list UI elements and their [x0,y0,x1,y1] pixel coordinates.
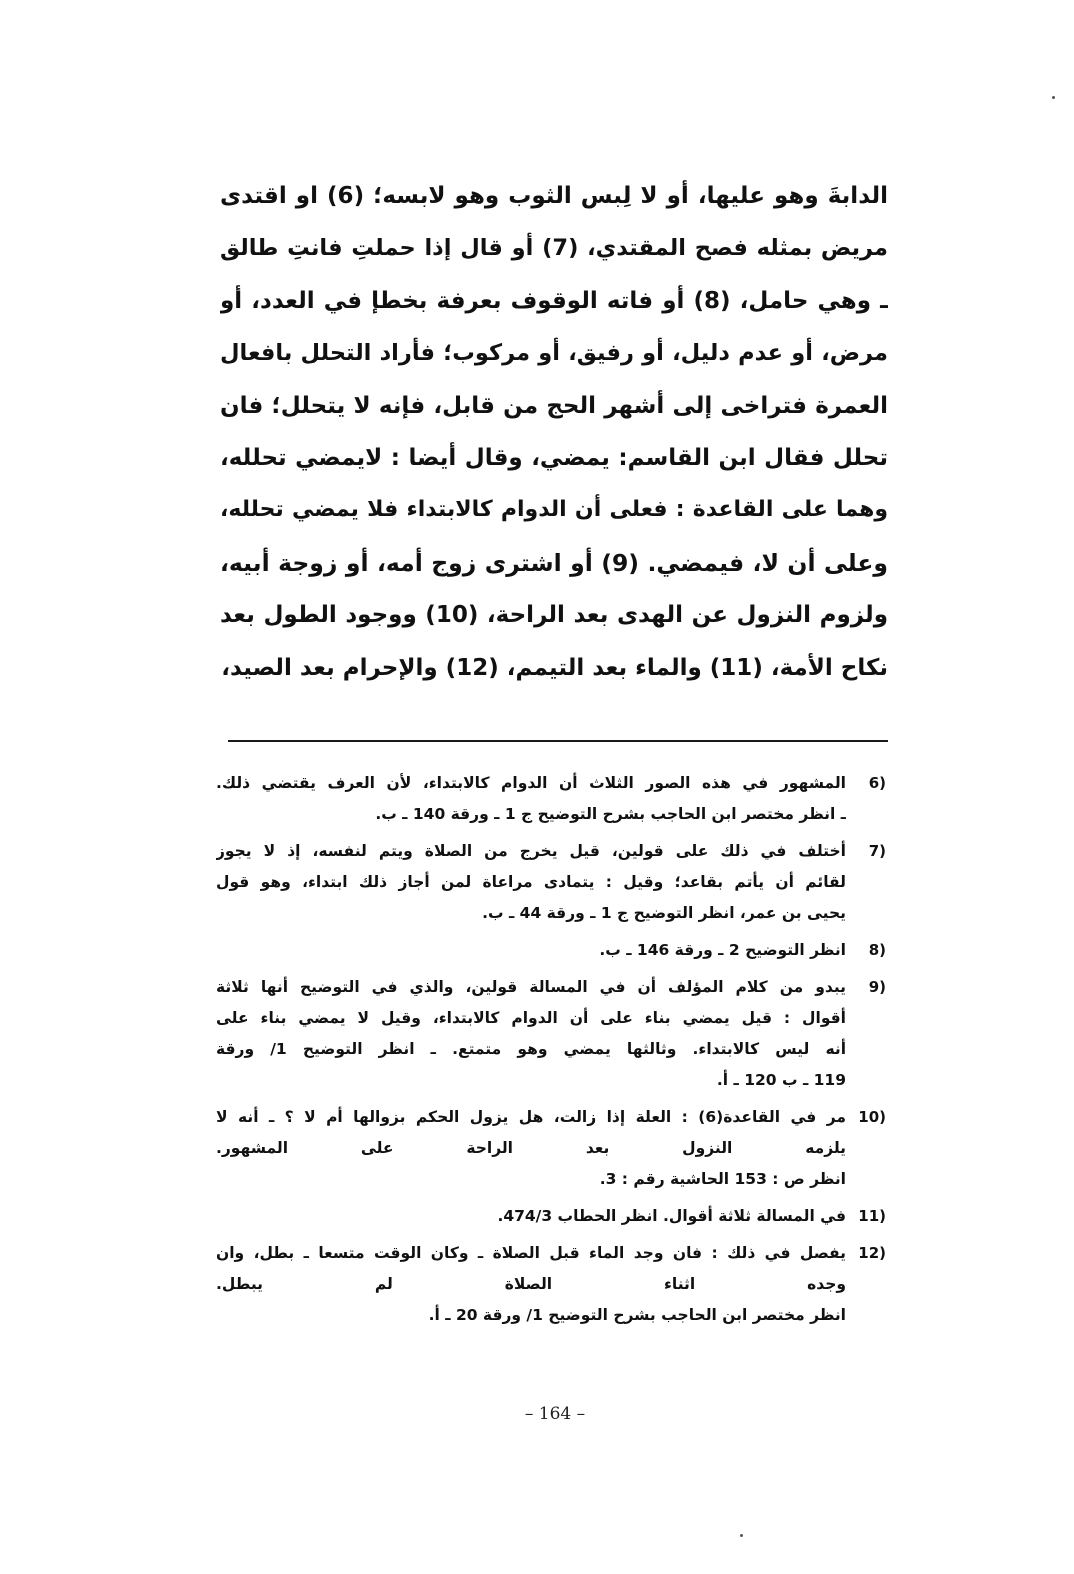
footnote-divider [228,740,888,742]
footnote-number: 9) [868,978,886,996]
footnote-number: 12) [858,1244,886,1262]
footnote [216,1238,886,1331]
footnote-line: مر في القاعدة(6) : العلة إذا زالت، هل يزول الحكم بزوالها أم لا ؟ ـ أنه لا [216,1108,846,1126]
footnote [216,768,886,830]
footnote [216,1102,886,1195]
page-number: – 164 – [524,1404,586,1424]
footnote-line: انظر التوضيح 2 ـ ورقة 146 ـ ب. [599,941,846,959]
footnote [216,836,886,929]
main-text-line: تحلل فقال ابن القاسم: يمضي، وقال أيضا : لايمضي تحلله، [220,444,888,471]
footnote-line: انظر مختصر ابن الحاجب بشرح التوضيح 1/ ورقة 20 ـ أ. [428,1306,846,1324]
scan-speck [740,1534,743,1537]
footnote-line: يبدو من كلام المؤلف أن في المسالة قولين، والذي في التوضيح أنها ثلاثة [216,978,846,996]
footnote-number: 7) [868,842,886,860]
footnote-number: 6) [868,774,886,792]
footnotes-block [216,768,886,1337]
footnote [216,972,886,1096]
footnote-body [216,1201,846,1232]
footnote-line: أختلف في ذلك على قولين، قيل يخرج من الصلاة ويتم لنفسه، إذ لا يجوز [216,842,846,860]
main-text-line: وعلى أن لا، فيمضي. (9) أو اشترى زوج أمه، أو زوجة أبيه، [220,548,888,577]
footnote-line: 119 ـ ب 120 ـ أ. [716,1071,846,1089]
footnote-number: 10) [858,1108,886,1126]
main-text-line: وهما على القاعدة : فعلى أن الدوام كالابتداء فلا يمضي تحلله، [220,497,888,523]
footnote-number: 8) [868,941,886,959]
footnote-line: يفصل في ذلك : فان وجد الماء قبل الصلاة ـ وكان الوقت متسعا ـ بطل، وان [216,1244,846,1262]
footnote-line: أنه ليس كالابتداء. وثالثها يمضي وهو متمتع. ـ انظر التوضيح 1/ ورقة [216,1040,846,1058]
main-text-line: العمرة فتراخى إلى أشهر الحج من قابل، فإنه لا يتحلل؛ فان [220,392,888,419]
footnote-body [216,768,846,830]
footnote-line: المشهور في هذه الصور الثلاث أن الدوام كالابتداء، لأن العرف يقتضي ذلك. [216,774,846,792]
footnote-body [216,1102,846,1195]
footnote-line: لقائم أن يأتم بقاعد؛ وقيل : يتمادى مراعاة لمن أجاز ذلك ابتداء، وهو قول [216,873,846,891]
footnote [216,935,886,966]
footnote-number: 11) [858,1207,886,1225]
main-text-line: ـ وهي حامل، (8) أو فاته الوقوف بعرفة بخطإ في العدد، أو [220,287,888,314]
footnote-body [216,1238,846,1331]
footnote-line: وجده اثناء الصلاة لم يبطل. [216,1275,846,1293]
footnote-body [216,836,846,929]
footnote-body [216,935,846,966]
main-text-line: ولزوم النزول عن الهدى بعد الراحة، (10) ووجود الطول بعد [220,602,888,629]
footnote-line: في المسالة ثلاثة أقوال. انظر الحطاب 474/3. [497,1207,846,1225]
footnote-line: يلزمه النزول بعد الراحة على المشهور. [216,1139,846,1157]
footnote-line: يحيى بن عمر، انظر التوضيح ج 1 ـ ورقة 44 ـ ب. [482,904,846,922]
main-text-block [220,170,888,694]
footnote-body [216,972,846,1096]
footnote-line: انظر ص : 153 الحاشية رقم : 3. [599,1170,846,1188]
footnote-line: أقوال : قيل يمضي بناء على أن الدوام كالابتداء، وقيل لا يمضي بناء على [216,1009,846,1027]
main-text-line: مرض، أو عدم دليل، أو رفيق، أو مركوب؛ فأراد التحلل بافعال [220,340,888,367]
main-text-line: مريض بمثله فصح المقتدي، (7) أو قال إذا حملتِ فانتِ طالق [220,235,888,262]
scan-speck [1052,96,1055,99]
main-text-line: الدابةَ وهو عليها، أو لا لِبس الثوب وهو لابسه؛ (6) او اقتدى [220,183,888,209]
main-text-line: نكاح الأمة، (11) والماء بعد التيمم، (12) والإحرام بعد الصيد، [221,654,888,681]
footnote [216,1201,886,1232]
footnote-line: ـ انظر مختصر ابن الحاجب بشرح التوضيح ج 1 ـ ورقة 140 ـ ب. [375,805,846,823]
